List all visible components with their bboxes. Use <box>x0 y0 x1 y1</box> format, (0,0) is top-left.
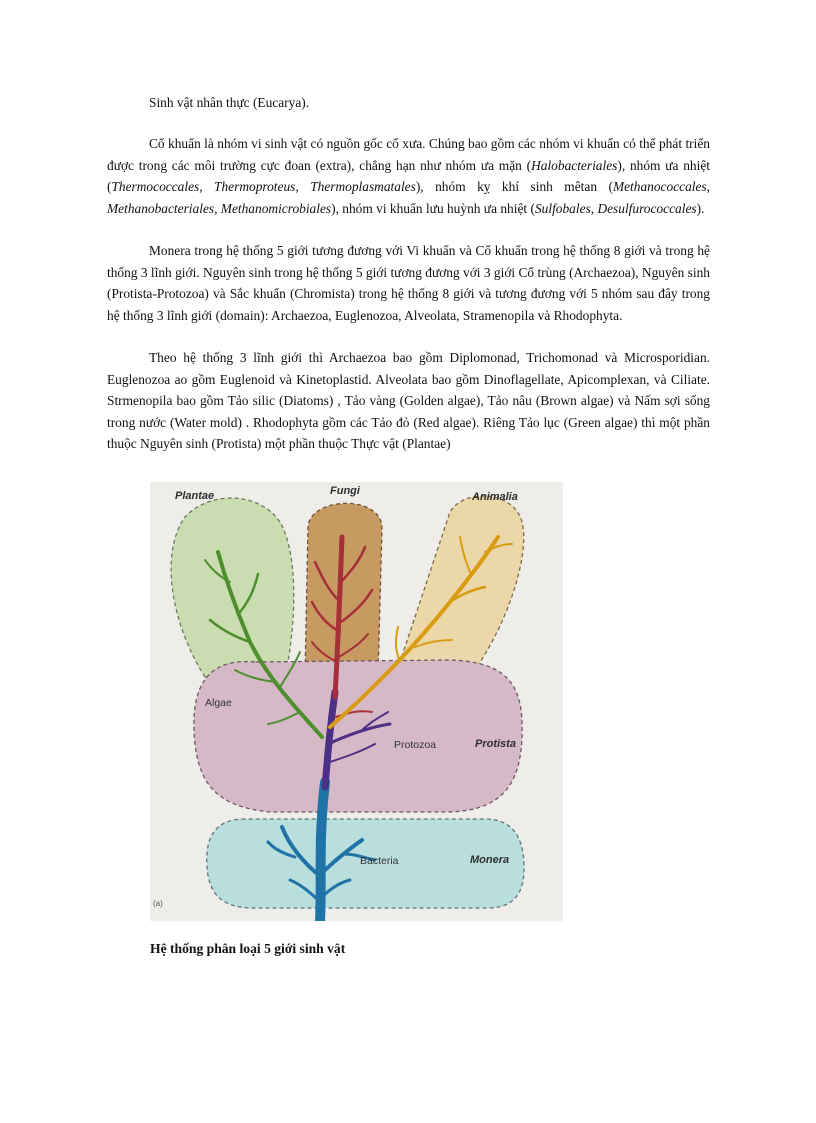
paragraph-archaea <box>107 133 710 219</box>
paragraph-monera: Monera trong hệ thống 5 giới tương đương với Vi khuẩn và Cổ khuẩn trong hệ thống 8 giới và trong hệ thống 3 lĩnh giới. Nguyên sinh trong hệ thống 5 giới tương đương với 3 giới Cổ trùng (Archaezoa), Nguyên sinh (Protista-Protozoa) và Sắc khuẩn (Chromista) trong hệ thống 8 giới và tương đương với 5 nhóm sau đây trong hệ thống 3 lĩnh giới (domain): Archaezoa, Euglenozoa, Alveolata, Stramenopila và Rhodophyta. <box>107 243 710 323</box>
text-run: Cổ khuẩn là nhóm vi sinh vật có nguồn gốc cổ xưa. Chúng bao gồm các nhóm vi khuẩn có thể phát triển được trong các môi trường cực đoan (extra), chẳng hạn như nhóm ưa mặn ( <box>107 136 710 173</box>
algae-label: Algae <box>205 697 232 709</box>
text-run: ), nhóm kỵ khí sinh mêtan ( <box>415 179 613 195</box>
italic-taxon-run: Methanococcales, Methanobacteriales, Methanomicrobiales <box>107 179 710 216</box>
five-kingdom-diagram <box>150 482 563 921</box>
text-run: ). <box>696 200 705 216</box>
monera-label: Monera <box>470 854 510 866</box>
italic-taxon-run: Thermococcales, Thermoproteus, Thermoplasmatales <box>111 179 416 195</box>
bacteria-label: Bacteria <box>360 855 399 867</box>
protista-region <box>194 660 522 812</box>
italic-taxon-run: Sulfobales, Desulfurococcales <box>534 200 697 216</box>
figure-caption: Hệ thống phân loại 5 giới sinh vật <box>150 941 346 956</box>
protista-label: Protista <box>475 738 516 750</box>
animalia-label: Animalia <box>472 491 518 503</box>
text-run: ), nhóm vi khuẩn lưu huỳnh ưa nhiệt ( <box>331 200 535 216</box>
protozoa-label: Protozoa <box>394 739 437 751</box>
text-run: ), nhóm ưa nhiệt ( <box>107 157 710 195</box>
plantae-label: Plantae <box>175 490 215 502</box>
italic-taxon-run: Halobacteriales <box>531 157 618 173</box>
panel-label: (a) <box>153 899 163 908</box>
fungi-label: Fungi <box>330 485 360 497</box>
paragraph-three-domains: Theo hệ thống 3 lĩnh giới thì Archaezoa bao gồm Diplomonad, Trichomonad và Microsporidian. Euglenozoa ao gồm Euglenoid và Kinetoplastid. Alveolata bao gồm Dinoflagellate, Apicomplexan, và Ciliate. Strmenopila bao gồm Tảo silic (Diatoms) , Tảo vàng (Golden algae), Tảo nâu (Brown algae) và Nấm sợi sống trong nước (Water mold) . Rhodophyta gồm các Tảo đỏ (Red algae). Riêng Tảo lục (Green algae) thì một phần thuộc Nguyên sinh (Protista) một phần thuộc Thực vật (Plantae) <box>107 350 710 452</box>
paragraph-eucarya: Sinh vật nhân thực (Eucarya). <box>149 95 310 110</box>
